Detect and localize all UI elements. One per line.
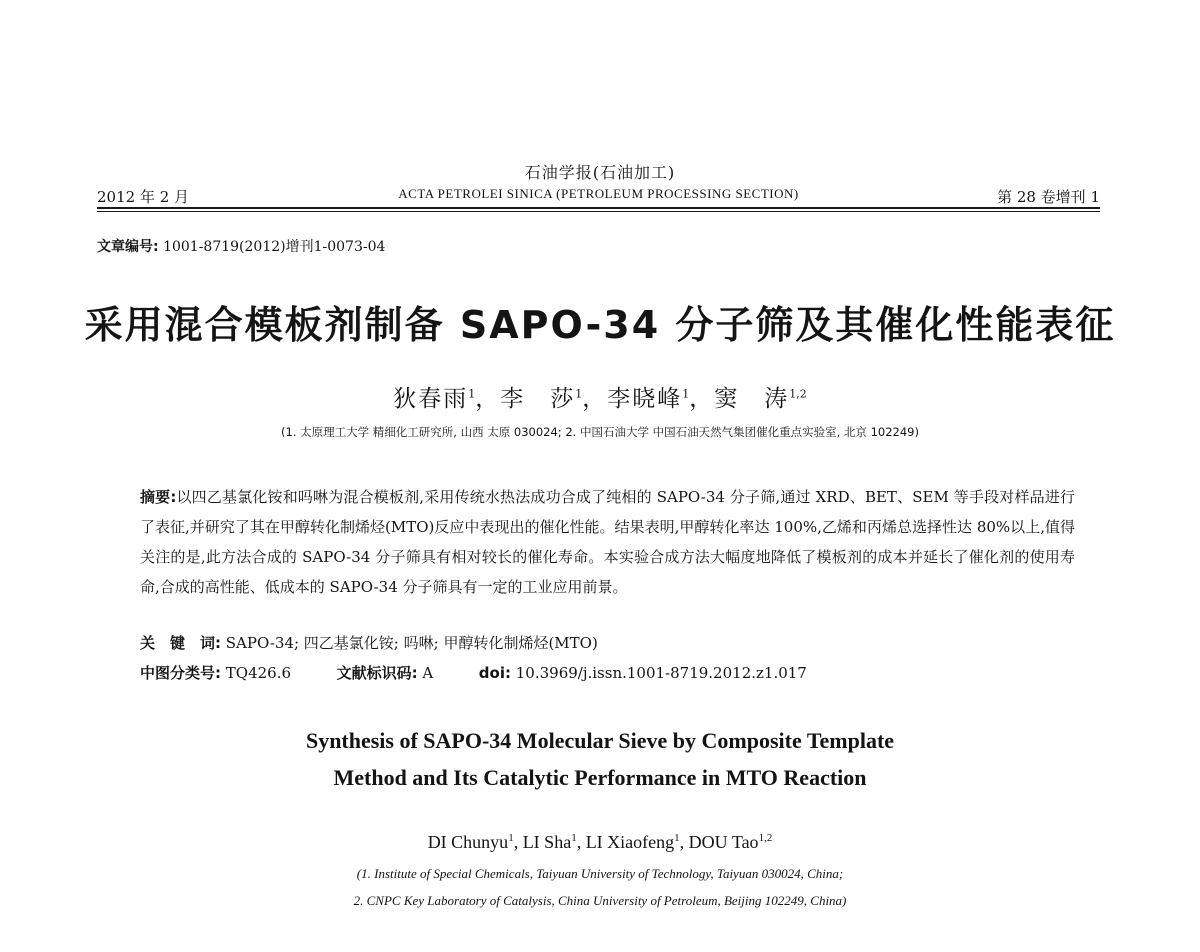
author-en: DOU Tao$^{1,2}$ (688, 832, 773, 852)
title-en-line: Synthesis of SAPO-34 Molecular Sieve by Composite Template (305, 728, 895, 753)
author-separator: ， (582, 386, 608, 412)
volume-info: 第 28 卷增刊 1 (997, 188, 1100, 206)
classification-line (140, 662, 807, 683)
keywords-label: 关 键 词: (140, 634, 221, 652)
author-cn: 狄春雨$^1$ (393, 386, 476, 412)
author-en: DI Chunyu$^1$ (427, 832, 514, 852)
author-separator: ， (475, 386, 501, 412)
keywords-text: SAPO-34; 四乙基氯化铵; 吗啉; 甲醇转化制烯烃(MTO) (225, 634, 598, 652)
author-en: LI Sha$^1$ (522, 832, 577, 852)
journal-title-cn: 石油学报(石油加工) (524, 163, 676, 182)
author-separator: ， (689, 386, 715, 412)
affiliation-cn: (1. 太原理工大学 精细化工研究所, 山西 太原 030024; 2. 中国石油大学 中国石油天然气集团催化重点实验室, 北京 102249) (281, 425, 919, 439)
author-separator: , (576, 832, 586, 852)
author-en: LI Xiaofeng$^1$ (585, 832, 680, 852)
doi-value: 10.3969/j.issn.1001-8719.2012.z1.017 (515, 664, 807, 682)
clc-value: TQ426.6 (225, 664, 292, 682)
abstract-label: 摘要: (140, 488, 177, 506)
doc-code-label: 文献标识码: (336, 664, 418, 682)
author-cn: 窦 涛$^{1,2}$ (714, 386, 807, 412)
issue-date: 2012 年 2 月 (97, 188, 190, 206)
running-header (97, 186, 1100, 208)
keywords (140, 632, 598, 653)
doi-label: doi: (478, 664, 511, 682)
paper-title-cn: 采用混合模板剂制备 SAPO-34 分子筛及其催化性能表征 (84, 303, 1116, 347)
paper-title-en (0, 722, 1200, 796)
header-rule-thin (97, 211, 1100, 212)
author-cn: 李晓峰$^1$ (607, 386, 690, 412)
affiliation-en-2: 2. CNPC Key Laboratory of Catalysis, China University of Petroleum, Beijing 102249, China) (353, 893, 847, 908)
author-separator: , (513, 832, 523, 852)
author-cn: 李 莎$^1$ (500, 386, 583, 412)
journal-title-en: ACTA PETROLEI SINICA (PETROLEUM PROCESSING SECTION) (398, 186, 799, 201)
authors-cn (0, 380, 1200, 413)
abstract-text: 以四乙基氯化铵和吗啉为混合模板剂,采用传统水热法成功合成了纯相的 SAPO-34 分子筛,通过 XRD、BET、SEM 等手段对样品进行了表征,并研究了其在甲醇转化制烯烃(MTO)反应中表现出的催化性能。结果表明,甲醇转化率达 100%,乙烯和丙烯总选择性达 80%以上,值得关注的是,此方法合成的 SAPO-34 分子筛具有相对较长的催化寿命。本实验合成方法大幅度地降低了模板剂的成本并延长了催化剂的使用寿命,合成的高性能、低成本的 SAPO-34 分子筛具有一定的工业应用前景。 (140, 488, 1075, 596)
doc-code-value: A (422, 664, 434, 682)
article-number (97, 236, 385, 256)
abstract (140, 482, 1075, 602)
article-number-label: 文章编号: (97, 239, 159, 255)
author-separator: , (679, 832, 689, 852)
clc-label: 中图分类号: (140, 664, 221, 682)
header-rule-thick (97, 207, 1100, 209)
affiliation-en-1: (1. Institute of Special Chemicals, Taiyuan University of Technology, Taiyuan 030024, China; (356, 866, 844, 881)
article-number-value: 1001-8719(2012)增刊1-0073-04 (163, 239, 386, 255)
title-en-line: Method and Its Catalytic Performance in MTO Reaction (333, 765, 867, 790)
authors-en (0, 832, 1200, 853)
